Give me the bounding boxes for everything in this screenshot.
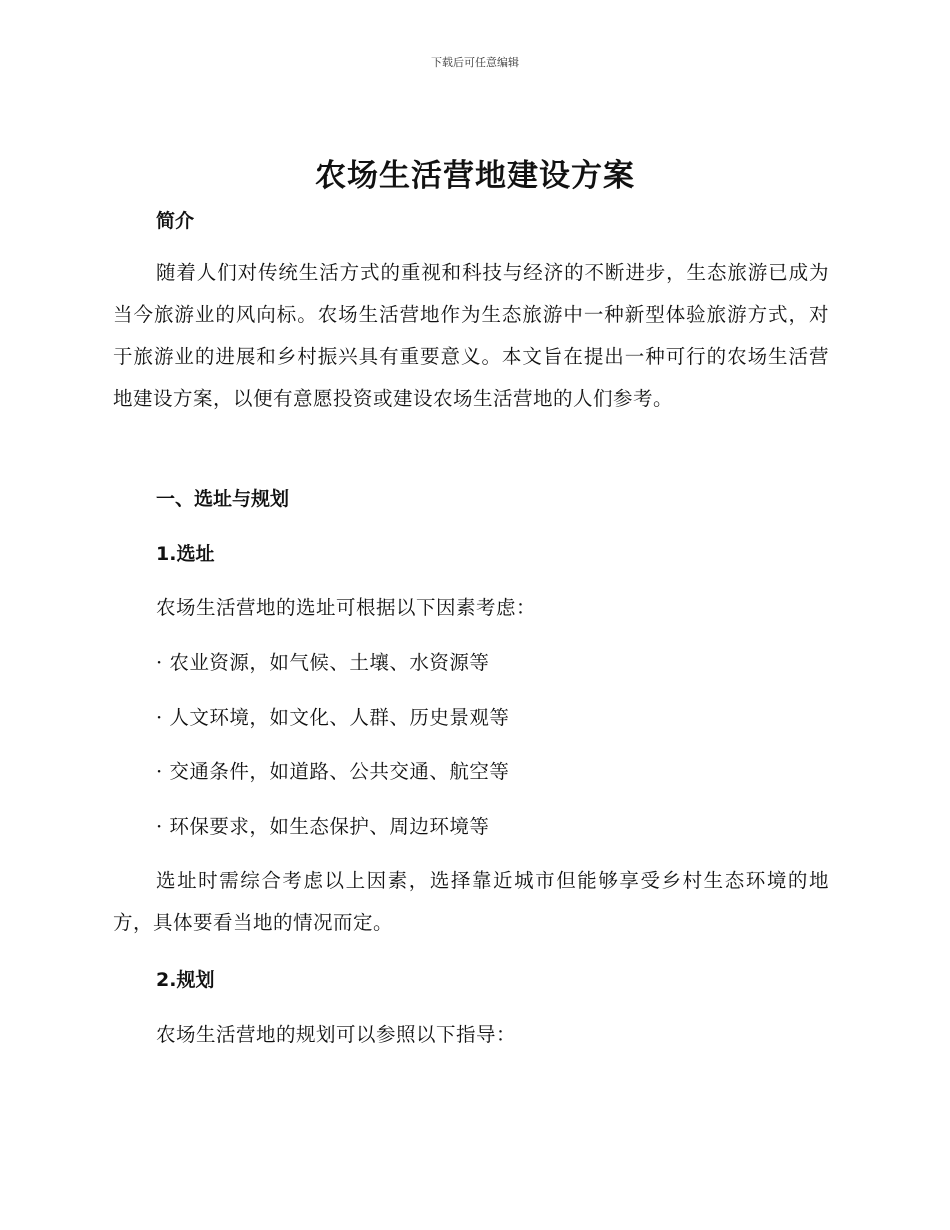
sub1-conclusion-block: [113, 860, 829, 944]
sub1-conclusion: 选址时需综合考虑以上因素，选择靠近城市但能够享受乡村生态环境的地方，具体要看当地的情况而定。: [113, 869, 829, 934]
list-item: [113, 703, 829, 733]
list-item: [113, 757, 829, 787]
list-item-text: · 农业资源，如气候、土壤、水资源等: [156, 651, 490, 674]
list-item: [113, 648, 829, 678]
intro-paragraph-block: [113, 252, 829, 420]
list-item-text: · 环保要求，如生态保护、周边环境等: [156, 815, 490, 838]
sub2-lead: 农场生活营地的规划可以参照以下指导：: [156, 1023, 517, 1046]
header-note: 下载后可任意编辑: [431, 56, 519, 69]
sub1-lead: 农场生活营地的选址可根据以下因素考虑：: [156, 596, 537, 619]
intro-heading-block: [113, 206, 829, 236]
sub1-heading: 1.选址: [156, 543, 215, 565]
section1-heading: 一、选址与规划: [156, 488, 290, 510]
sub2-heading: 2.规划: [156, 969, 215, 991]
document-title: 农场生活营地建设方案: [315, 158, 635, 194]
sub1-lead-block: [113, 593, 829, 623]
list-item: [113, 812, 829, 842]
list-item-text: · 交通条件，如道路、公共交通、航空等: [156, 760, 510, 783]
intro-heading: 简介: [156, 210, 195, 232]
list-item-text: · 人文环境，如文化、人群、历史景观等: [156, 706, 510, 729]
sub2-heading-block: [113, 965, 829, 995]
sub1-heading-block: [113, 539, 829, 569]
section1-heading-block: [113, 484, 829, 514]
sub2-lead-block: [113, 1020, 829, 1050]
intro-paragraph: 随着人们对传统生活方式的重视和科技与经济的不断进步，生态旅游已成为当今旅游业的风向标。农场生活营地作为生态旅游中一种新型体验旅游方式，对于旅游业的进展和乡村振兴具有重要意义。本文旨在提出一种可行的农场生活营地建设方案，以便有意愿投资或建设农场生活营地的人们参考。: [113, 261, 829, 410]
